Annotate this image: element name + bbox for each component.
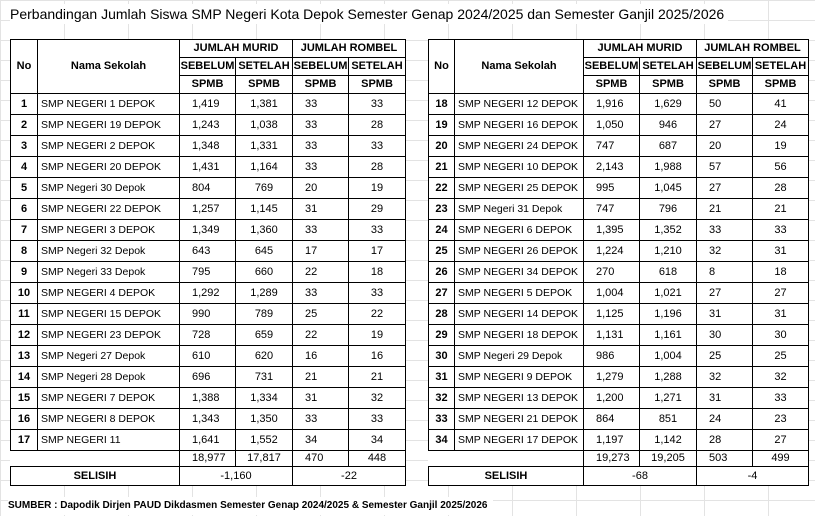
row-number: 10 bbox=[11, 283, 38, 304]
selisih-murid: -1,160 bbox=[180, 467, 293, 486]
murid-before: 1,343 bbox=[180, 409, 236, 430]
murid-after: 1,629 bbox=[640, 94, 697, 115]
table-row bbox=[429, 94, 809, 115]
school-name: SMP NEGERI 25 DEPOK bbox=[455, 178, 584, 199]
row-number: 8 bbox=[11, 241, 38, 262]
row-number: 2 bbox=[11, 115, 38, 136]
rombel-after: 32 bbox=[349, 388, 406, 409]
header-spmb: SPMB bbox=[697, 76, 753, 94]
murid-after: 946 bbox=[640, 115, 697, 136]
row-number: 21 bbox=[429, 157, 455, 178]
murid-before: 1,431 bbox=[180, 157, 236, 178]
table-row bbox=[429, 430, 809, 451]
total-rombel-before: 503 bbox=[697, 451, 753, 467]
totals-spacer bbox=[38, 451, 180, 467]
school-name: SMP Negeri 29 Depok bbox=[455, 346, 584, 367]
row-number: 20 bbox=[429, 136, 455, 157]
header-setelah: SETELAH bbox=[753, 58, 809, 76]
rombel-before: 33 bbox=[293, 94, 349, 115]
row-number: 18 bbox=[429, 94, 455, 115]
school-name: SMP NEGERI 6 DEPOK bbox=[455, 220, 584, 241]
table-body bbox=[429, 94, 809, 451]
table-row bbox=[11, 178, 406, 199]
murid-before: 804 bbox=[180, 178, 236, 199]
rombel-after: 21 bbox=[753, 199, 809, 220]
murid-before: 610 bbox=[180, 346, 236, 367]
murid-after: 618 bbox=[640, 262, 697, 283]
murid-before: 990 bbox=[180, 304, 236, 325]
school-name: SMP NEGERI 18 DEPOK bbox=[455, 325, 584, 346]
row-number: 17 bbox=[11, 430, 38, 451]
murid-after: 1,021 bbox=[640, 283, 697, 304]
rombel-after: 19 bbox=[349, 325, 406, 346]
rombel-after: 18 bbox=[753, 262, 809, 283]
murid-before: 1,200 bbox=[584, 388, 640, 409]
row-number: 13 bbox=[11, 346, 38, 367]
table-row bbox=[429, 262, 809, 283]
murid-after: 1,045 bbox=[640, 178, 697, 199]
murid-after: 1,334 bbox=[236, 388, 293, 409]
rombel-after: 28 bbox=[753, 178, 809, 199]
school-name: SMP NEGERI 7 DEPOK bbox=[38, 388, 180, 409]
school-name: SMP Negeri 31 Depok bbox=[455, 199, 584, 220]
school-name: SMP NEGERI 22 DEPOK bbox=[38, 199, 180, 220]
rombel-before: 27 bbox=[697, 283, 753, 304]
murid-after: 731 bbox=[236, 367, 293, 388]
table-row bbox=[11, 346, 406, 367]
header-jumlah-murid: JUMLAH MURID bbox=[584, 40, 697, 58]
murid-before: 1,916 bbox=[584, 94, 640, 115]
murid-after: 1,988 bbox=[640, 157, 697, 178]
school-name: SMP Negeri 27 Depok bbox=[38, 346, 180, 367]
row-number: 12 bbox=[11, 325, 38, 346]
rombel-after: 33 bbox=[349, 220, 406, 241]
row-number: 28 bbox=[429, 304, 455, 325]
row-number: 25 bbox=[429, 241, 455, 262]
murid-before: 643 bbox=[180, 241, 236, 262]
table-body bbox=[11, 94, 406, 451]
rombel-before: 28 bbox=[697, 430, 753, 451]
rombel-before: 25 bbox=[293, 304, 349, 325]
header-nama-sekolah: Nama Sekolah bbox=[38, 40, 180, 94]
rombel-before: 31 bbox=[293, 199, 349, 220]
header-sebelum: SEBELUM bbox=[584, 58, 640, 76]
table-row bbox=[429, 304, 809, 325]
row-number: 4 bbox=[11, 157, 38, 178]
murid-before: 728 bbox=[180, 325, 236, 346]
rombel-before: 21 bbox=[293, 367, 349, 388]
school-name: SMP Negeri 32 Depok bbox=[38, 241, 180, 262]
table-row bbox=[11, 430, 406, 451]
selisih-rombel: -4 bbox=[697, 467, 809, 486]
source-note: SUMBER : Dapodik Dirjen PAUD Dikdasmen Semester Genap 2024/2025 & Semester Ganjil 2025/2026 bbox=[8, 497, 493, 515]
right-school-table bbox=[428, 39, 809, 486]
murid-before: 1,279 bbox=[584, 367, 640, 388]
rombel-before: 33 bbox=[293, 220, 349, 241]
murid-after: 1,288 bbox=[640, 367, 697, 388]
table-row bbox=[11, 367, 406, 388]
murid-before: 864 bbox=[584, 409, 640, 430]
selisih-row bbox=[11, 467, 406, 486]
rombel-before: 33 bbox=[293, 409, 349, 430]
row-number: 23 bbox=[429, 199, 455, 220]
row-number: 33 bbox=[429, 409, 455, 430]
murid-before: 1,395 bbox=[584, 220, 640, 241]
murid-before: 1,348 bbox=[180, 136, 236, 157]
rombel-after: 16 bbox=[349, 346, 406, 367]
table-row bbox=[429, 409, 809, 430]
table-row bbox=[429, 220, 809, 241]
table-row bbox=[429, 199, 809, 220]
murid-after: 1,145 bbox=[236, 199, 293, 220]
rombel-before: 50 bbox=[697, 94, 753, 115]
murid-after: 1,552 bbox=[236, 430, 293, 451]
total-murid-before: 19,273 bbox=[584, 451, 640, 467]
header-spmb: SPMB bbox=[349, 76, 406, 94]
table-row bbox=[11, 241, 406, 262]
rombel-before: 34 bbox=[293, 430, 349, 451]
table-row bbox=[11, 283, 406, 304]
murid-before: 995 bbox=[584, 178, 640, 199]
murid-before: 1,050 bbox=[584, 115, 640, 136]
rombel-before: 17 bbox=[293, 241, 349, 262]
rombel-before: 31 bbox=[697, 304, 753, 325]
header-nama-sekolah: Nama Sekolah bbox=[455, 40, 584, 94]
header-no: No bbox=[11, 40, 38, 94]
school-name: SMP Negeri 30 Depok bbox=[38, 178, 180, 199]
school-name: SMP NEGERI 5 DEPOK bbox=[455, 283, 584, 304]
rombel-before: 33 bbox=[697, 220, 753, 241]
rombel-before: 32 bbox=[697, 367, 753, 388]
totals-spacer bbox=[455, 451, 584, 467]
murid-after: 1,360 bbox=[236, 220, 293, 241]
header-spmb: SPMB bbox=[753, 76, 809, 94]
rombel-after: 33 bbox=[349, 136, 406, 157]
table-row bbox=[11, 325, 406, 346]
rombel-after: 17 bbox=[349, 241, 406, 262]
rombel-before: 31 bbox=[697, 388, 753, 409]
table-row bbox=[11, 94, 406, 115]
rombel-after: 31 bbox=[753, 304, 809, 325]
murid-after: 620 bbox=[236, 346, 293, 367]
table-row bbox=[429, 157, 809, 178]
murid-after: 660 bbox=[236, 262, 293, 283]
header-spmb: SPMB bbox=[293, 76, 349, 94]
murid-before: 1,641 bbox=[180, 430, 236, 451]
rombel-before: 33 bbox=[293, 136, 349, 157]
murid-before: 747 bbox=[584, 199, 640, 220]
murid-after: 1,350 bbox=[236, 409, 293, 430]
page-title: Perbandingan Jumlah Siswa SMP Negeri Kota Depok Semester Genap 2024/2025 dan Semester Ganjil 2025/2026 bbox=[10, 4, 728, 24]
rombel-after: 29 bbox=[349, 199, 406, 220]
row-number: 5 bbox=[11, 178, 38, 199]
murid-before: 1,004 bbox=[584, 283, 640, 304]
selisih-murid: -68 bbox=[584, 467, 697, 486]
rombel-after: 22 bbox=[349, 304, 406, 325]
totals-spacer bbox=[429, 451, 455, 467]
table-row bbox=[11, 115, 406, 136]
totals-row bbox=[429, 451, 809, 467]
murid-before: 1,131 bbox=[584, 325, 640, 346]
murid-before: 1,349 bbox=[180, 220, 236, 241]
rombel-before: 27 bbox=[697, 178, 753, 199]
row-number: 6 bbox=[11, 199, 38, 220]
rombel-after: 27 bbox=[753, 430, 809, 451]
rombel-after: 25 bbox=[753, 346, 809, 367]
school-name: SMP NEGERI 14 DEPOK bbox=[455, 304, 584, 325]
rombel-after: 32 bbox=[753, 367, 809, 388]
murid-after: 1,331 bbox=[236, 136, 293, 157]
school-name: SMP NEGERI 3 DEPOK bbox=[38, 220, 180, 241]
rombel-after: 41 bbox=[753, 94, 809, 115]
rombel-before: 22 bbox=[293, 325, 349, 346]
selisih-row bbox=[429, 467, 809, 486]
rombel-after: 18 bbox=[349, 262, 406, 283]
left-school-table bbox=[10, 39, 406, 486]
row-number: 29 bbox=[429, 325, 455, 346]
table-row bbox=[11, 136, 406, 157]
header-setelah: SETELAH bbox=[236, 58, 293, 76]
rombel-after: 23 bbox=[753, 409, 809, 430]
murid-after: 789 bbox=[236, 304, 293, 325]
rombel-after: 28 bbox=[349, 115, 406, 136]
rombel-before: 31 bbox=[293, 388, 349, 409]
table-row bbox=[11, 388, 406, 409]
header-setelah: SETELAH bbox=[349, 58, 406, 76]
rombel-after: 30 bbox=[753, 325, 809, 346]
school-name: SMP NEGERI 17 DEPOK bbox=[455, 430, 584, 451]
school-name: SMP Negeri 33 Depok bbox=[38, 262, 180, 283]
rombel-before: 33 bbox=[293, 157, 349, 178]
rombel-before: 27 bbox=[697, 115, 753, 136]
rombel-before: 16 bbox=[293, 346, 349, 367]
row-number: 7 bbox=[11, 220, 38, 241]
murid-after: 1,161 bbox=[640, 325, 697, 346]
school-name: SMP NEGERI 19 DEPOK bbox=[38, 115, 180, 136]
row-number: 16 bbox=[11, 409, 38, 430]
murid-before: 696 bbox=[180, 367, 236, 388]
total-rombel-before: 470 bbox=[293, 451, 349, 467]
table-row bbox=[11, 157, 406, 178]
selisih-label: SELISIH bbox=[11, 467, 180, 486]
table-row bbox=[11, 220, 406, 241]
rombel-after: 21 bbox=[349, 367, 406, 388]
murid-before: 795 bbox=[180, 262, 236, 283]
school-name: SMP NEGERI 8 DEPOK bbox=[38, 409, 180, 430]
school-name: SMP NEGERI 2 DEPOK bbox=[38, 136, 180, 157]
rombel-before: 33 bbox=[293, 115, 349, 136]
row-number: 31 bbox=[429, 367, 455, 388]
header-jumlah-rombel: JUMLAH ROMBEL bbox=[697, 40, 809, 58]
selisih-rombel: -22 bbox=[293, 467, 406, 486]
murid-before: 1,125 bbox=[584, 304, 640, 325]
table-row bbox=[429, 178, 809, 199]
school-name: SMP NEGERI 12 DEPOK bbox=[455, 94, 584, 115]
row-number: 24 bbox=[429, 220, 455, 241]
rombel-after: 33 bbox=[753, 388, 809, 409]
school-name: SMP NEGERI 15 DEPOK bbox=[38, 304, 180, 325]
table-row bbox=[429, 115, 809, 136]
table-row bbox=[429, 346, 809, 367]
total-rombel-after: 448 bbox=[349, 451, 406, 467]
totals-row bbox=[11, 451, 406, 467]
rombel-after: 56 bbox=[753, 157, 809, 178]
rombel-after: 31 bbox=[753, 241, 809, 262]
murid-before: 1,292 bbox=[180, 283, 236, 304]
row-number: 34 bbox=[429, 430, 455, 451]
rombel-before: 8 bbox=[697, 262, 753, 283]
murid-before: 1,388 bbox=[180, 388, 236, 409]
school-name: SMP NEGERI 16 DEPOK bbox=[455, 115, 584, 136]
header-jumlah-rombel: JUMLAH ROMBEL bbox=[293, 40, 406, 58]
murid-after: 1,004 bbox=[640, 346, 697, 367]
rombel-after: 28 bbox=[349, 157, 406, 178]
rombel-before: 57 bbox=[697, 157, 753, 178]
school-name: SMP NEGERI 1 DEPOK bbox=[38, 94, 180, 115]
murid-after: 796 bbox=[640, 199, 697, 220]
murid-after: 1,381 bbox=[236, 94, 293, 115]
table-row bbox=[11, 262, 406, 283]
murid-after: 687 bbox=[640, 136, 697, 157]
selisih-label: SELISIH bbox=[429, 467, 584, 486]
murid-after: 1,196 bbox=[640, 304, 697, 325]
rombel-after: 27 bbox=[753, 283, 809, 304]
row-number: 1 bbox=[11, 94, 38, 115]
row-number: 27 bbox=[429, 283, 455, 304]
school-name: SMP NEGERI 21 DEPOK bbox=[455, 409, 584, 430]
murid-before: 986 bbox=[584, 346, 640, 367]
murid-after: 1,210 bbox=[640, 241, 697, 262]
rombel-before: 20 bbox=[697, 136, 753, 157]
row-number: 11 bbox=[11, 304, 38, 325]
rombel-before: 20 bbox=[293, 178, 349, 199]
murid-after: 659 bbox=[236, 325, 293, 346]
murid-after: 769 bbox=[236, 178, 293, 199]
row-number: 15 bbox=[11, 388, 38, 409]
row-number: 26 bbox=[429, 262, 455, 283]
murid-before: 1,197 bbox=[584, 430, 640, 451]
total-murid-before: 18,977 bbox=[180, 451, 236, 467]
school-name: SMP NEGERI 20 DEPOK bbox=[38, 157, 180, 178]
table-row bbox=[429, 388, 809, 409]
row-number: 3 bbox=[11, 136, 38, 157]
rombel-after: 33 bbox=[349, 94, 406, 115]
row-number: 14 bbox=[11, 367, 38, 388]
murid-before: 1,419 bbox=[180, 94, 236, 115]
table-row bbox=[11, 409, 406, 430]
header-jumlah-murid: JUMLAH MURID bbox=[180, 40, 293, 58]
murid-after: 1,271 bbox=[640, 388, 697, 409]
school-name: SMP Negeri 28 Depok bbox=[38, 367, 180, 388]
murid-after: 1,142 bbox=[640, 430, 697, 451]
total-rombel-after: 499 bbox=[753, 451, 809, 467]
rombel-after: 19 bbox=[349, 178, 406, 199]
header-sebelum: SEBELUM bbox=[180, 58, 236, 76]
murid-before: 1,243 bbox=[180, 115, 236, 136]
murid-before: 1,224 bbox=[584, 241, 640, 262]
rombel-before: 21 bbox=[697, 199, 753, 220]
murid-after: 1,289 bbox=[236, 283, 293, 304]
rombel-before: 32 bbox=[697, 241, 753, 262]
table-row bbox=[429, 241, 809, 262]
rombel-after: 33 bbox=[349, 409, 406, 430]
school-name: SMP NEGERI 26 DEPOK bbox=[455, 241, 584, 262]
rombel-before: 24 bbox=[697, 409, 753, 430]
total-murid-after: 19,205 bbox=[640, 451, 697, 467]
table-row bbox=[11, 304, 406, 325]
murid-after: 1,164 bbox=[236, 157, 293, 178]
murid-after: 851 bbox=[640, 409, 697, 430]
school-name: SMP NEGERI 24 DEPOK bbox=[455, 136, 584, 157]
header-spmb: SPMB bbox=[640, 76, 697, 94]
rombel-before: 22 bbox=[293, 262, 349, 283]
school-name: SMP NEGERI 4 DEPOK bbox=[38, 283, 180, 304]
rombel-after: 24 bbox=[753, 115, 809, 136]
murid-after: 645 bbox=[236, 241, 293, 262]
row-number: 19 bbox=[429, 115, 455, 136]
rombel-after: 33 bbox=[753, 220, 809, 241]
school-name: SMP NEGERI 10 DEPOK bbox=[455, 157, 584, 178]
school-name: SMP NEGERI 23 DEPOK bbox=[38, 325, 180, 346]
rombel-before: 30 bbox=[697, 325, 753, 346]
rombel-before: 25 bbox=[697, 346, 753, 367]
totals-spacer bbox=[11, 451, 38, 467]
rombel-after: 19 bbox=[753, 136, 809, 157]
rombel-before: 33 bbox=[293, 283, 349, 304]
table-row bbox=[429, 283, 809, 304]
murid-before: 270 bbox=[584, 262, 640, 283]
header-spmb: SPMB bbox=[236, 76, 293, 94]
header-spmb: SPMB bbox=[584, 76, 640, 94]
row-number: 30 bbox=[429, 346, 455, 367]
table-row bbox=[429, 136, 809, 157]
table-row bbox=[11, 199, 406, 220]
row-number: 9 bbox=[11, 262, 38, 283]
murid-before: 2,143 bbox=[584, 157, 640, 178]
total-murid-after: 17,817 bbox=[236, 451, 293, 467]
school-name: SMP NEGERI 13 DEPOK bbox=[455, 388, 584, 409]
school-name: SMP NEGERI 11 bbox=[38, 430, 180, 451]
table-row bbox=[429, 367, 809, 388]
row-number: 32 bbox=[429, 388, 455, 409]
school-name: SMP NEGERI 34 DEPOK bbox=[455, 262, 584, 283]
table-row bbox=[429, 325, 809, 346]
header-no: No bbox=[429, 40, 455, 94]
rombel-after: 34 bbox=[349, 430, 406, 451]
header-setelah: SETELAH bbox=[640, 58, 697, 76]
row-number: 22 bbox=[429, 178, 455, 199]
school-name: SMP NEGERI 9 DEPOK bbox=[455, 367, 584, 388]
header-sebelum: SEBELUM bbox=[697, 58, 753, 76]
murid-before: 1,257 bbox=[180, 199, 236, 220]
murid-before: 747 bbox=[584, 136, 640, 157]
murid-after: 1,038 bbox=[236, 115, 293, 136]
header-sebelum: SEBELUM bbox=[293, 58, 349, 76]
rombel-after: 33 bbox=[349, 283, 406, 304]
header-spmb: SPMB bbox=[180, 76, 236, 94]
murid-after: 1,352 bbox=[640, 220, 697, 241]
